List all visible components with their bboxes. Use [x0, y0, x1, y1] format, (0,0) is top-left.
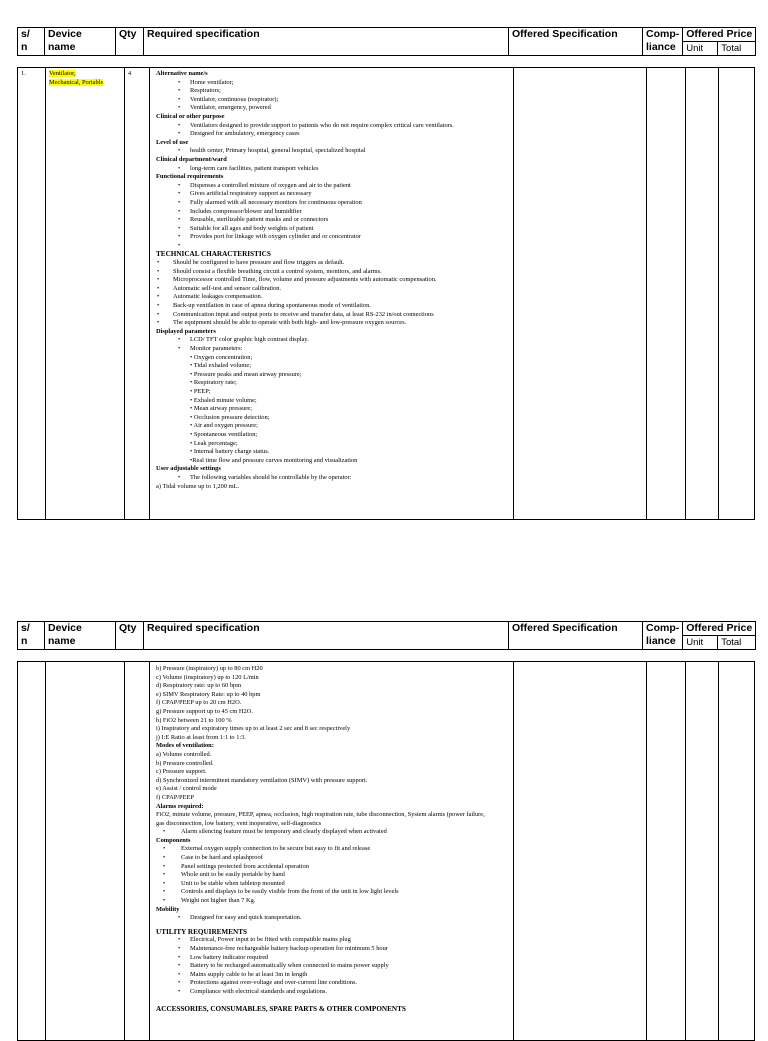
list-item: • Maintenance-free rechargeable battery backup operation for minimum 5 hour	[156, 945, 513, 954]
offered-price-header: Offered Price	[683, 622, 756, 636]
list-item: • Fully alarmed with all necessary monitors for continuous operation	[156, 199, 513, 208]
list-item: • Air and oxygen pressure;	[190, 422, 258, 430]
level-of-use-heading: Level of use	[156, 138, 189, 146]
list-item: a) Volume controlled.	[156, 750, 212, 758]
list-item: • Case to be hard and splashproof	[156, 854, 513, 863]
table-header-1	[17, 27, 756, 56]
list-item: • PEEP;	[190, 387, 211, 395]
qty-header: Qty	[116, 622, 144, 650]
list-item: • Whole unit to be easily portable by hand	[156, 871, 513, 880]
clinical-purpose-heading: Clinical or other purpose	[156, 112, 225, 120]
user-settings-heading: User adjustable settings	[156, 465, 221, 473]
functional-list	[156, 182, 513, 251]
list-item: • Communication input and output ports to receive and transfer data, at least RS-232 in/out connections	[156, 311, 513, 320]
list-item: • Ventilator, continuous (respirator);	[156, 96, 513, 105]
list-item: d) Synchronized intermittent mandatory ventilation (SIMV) with pressure support.	[156, 776, 368, 784]
list-item: • Protections against over-voltage and over-current line conditions.	[156, 979, 513, 988]
list-item: • Unit to be stable when tabletop mounted	[156, 880, 513, 889]
accessories-heading: ACCESSORIES, CONSUMABLES, SPARE PARTS & OTHER COMPONENTS	[156, 1004, 406, 1013]
list-item: • Compliance with electrical standards and regulations.	[156, 988, 513, 997]
unit-header: Unit	[683, 636, 718, 650]
list-item: • Battery to be recharged automatically when connected to mains power supply	[156, 962, 513, 971]
list-item: e) Assist / control mode	[156, 785, 217, 793]
list-item: • Internal battery charge status.	[190, 448, 270, 456]
total-header: Total	[718, 42, 756, 56]
list-item: j) I:E Ratio at least from 1:1 to 1:3.	[156, 733, 246, 741]
components-list	[156, 845, 513, 905]
list-item: • Alarm silencing feature must be temporary and clearly displayed when activated	[156, 828, 513, 837]
list-item: • Should be configured to have pressure and flow triggers as default.	[156, 259, 513, 268]
mobility-list	[156, 914, 513, 923]
list-item: • Gives artificial respiratory support as necessary	[156, 190, 513, 199]
compliance-l1: Comp-	[646, 622, 680, 634]
clinical-purpose-list	[156, 122, 513, 139]
unit-header: Unit	[683, 42, 718, 56]
tidal-volume-setting: a) Tidal volume up to 1,200 mL.	[156, 482, 240, 490]
utility-list	[156, 936, 513, 996]
list-item: • Mean airway pressure;	[190, 405, 253, 413]
compliance-header	[643, 28, 683, 56]
sn-cell	[18, 662, 46, 1041]
level-of-use-list	[156, 147, 513, 156]
list-item: • Spontaneous ventilation;	[190, 430, 258, 438]
offered-price-header: Offered Price	[683, 28, 756, 42]
list-item: • Monitor parameters:	[156, 345, 513, 354]
table-header-2	[17, 621, 756, 650]
displayed-params-heading: Displayed parameters	[156, 327, 216, 335]
device-header: Device name	[45, 622, 116, 650]
sn-cell: 1.	[18, 68, 46, 520]
list-item: h) FiO2 between 21 to 100 %	[156, 716, 232, 724]
monitor-params-list	[156, 354, 513, 466]
unit-price-cell[interactable]	[686, 68, 719, 520]
list-item: • Reusable, sterilizable patient masks and or connectors	[156, 216, 513, 225]
list-item: • LCD/ TFT color graphic high contrast display.	[156, 336, 513, 345]
sn-header-l1: s/	[21, 622, 30, 634]
list-item: • Leak percentage;	[190, 439, 238, 447]
list-item	[156, 242, 513, 251]
sn-header-l1: s/	[21, 28, 30, 40]
total-price-cell[interactable]	[719, 68, 755, 520]
settings-list	[156, 665, 513, 742]
functional-heading: Functional requirements	[156, 173, 224, 181]
list-item: • Suitable for all ages and body weights of patient	[156, 225, 513, 234]
user-settings-list	[156, 474, 513, 483]
device-name-line1: Ventilator,	[49, 70, 76, 77]
required-spec-cell	[150, 68, 514, 520]
sn-header-l2: n	[21, 41, 28, 53]
list-item: • Pressure peaks and mean airway pressure;	[190, 370, 302, 378]
device-cell	[46, 662, 125, 1041]
list-item: d) Respiratory rate: up to 60 bpm	[156, 682, 242, 690]
qty-cell	[125, 662, 150, 1041]
list-item: c) Volume (inspiratory) up to 120 L/min	[156, 673, 259, 681]
list-item: • Designed for ambulatory, emergency cases	[156, 130, 513, 139]
list-item: c) Pressure support.	[156, 768, 207, 776]
offered-spec-header: Offered Specification	[509, 28, 643, 56]
list-item: • The following variables should be controllable by the operator:	[156, 474, 513, 483]
utility-heading: UTILITY REQUIREMENTS	[156, 927, 247, 936]
sn-header-l2: n	[21, 635, 28, 647]
list-item: • Designed for easy and quick transportation.	[156, 914, 513, 923]
qty-cell: 4	[125, 68, 150, 520]
mobility-heading: Mobility	[156, 905, 180, 913]
compliance-l2: liance	[646, 41, 676, 53]
compliance-l1: Comp-	[646, 28, 680, 40]
list-item: • External oxygen supply connection to be secure but easy to fit and release	[156, 845, 513, 854]
list-item: • long-term care facilities, patient transport vehicles	[156, 165, 513, 174]
list-item: • Exhaled minute volume;	[190, 396, 257, 404]
spec-table-1	[17, 67, 755, 520]
list-item: •Real time flow and pressure curves monitoring and visualization	[190, 456, 358, 464]
compliance-cell[interactable]	[647, 662, 686, 1041]
technical-heading: TECHNICAL CHARACTERISTICS	[156, 250, 271, 259]
alt-names-list	[156, 79, 513, 113]
list-item: • Tidal exhaled volume;	[190, 362, 251, 370]
list-item: g) Pressure support up to 45 cm H2O.	[156, 707, 253, 715]
sn-header	[18, 622, 45, 650]
list-item: • Back-up ventilation in case of apnea during spontaneous mode of ventilation.	[156, 302, 513, 311]
list-item: • Home ventilator;	[156, 79, 513, 88]
sn-header	[18, 28, 45, 56]
required-spec-header: Required specification	[144, 622, 509, 650]
list-item: • Respirators;	[156, 87, 513, 96]
compliance-cell[interactable]	[647, 68, 686, 520]
offered-spec-cell[interactable]	[514, 68, 647, 520]
list-item: f) CPAP/PEEP	[156, 793, 194, 801]
device-header: Device name	[45, 28, 116, 56]
list-item: • Low battery indicator required	[156, 954, 513, 963]
list-item: • Dispenses a controlled mixture of oxygen and air to the patient	[156, 182, 513, 191]
offered-spec-cell[interactable]	[514, 662, 647, 1041]
list-item: • Oxygen concentration;	[190, 353, 253, 361]
modes-list	[156, 751, 513, 803]
technical-list	[156, 259, 513, 328]
displayed-params-list	[156, 336, 513, 353]
list-item: f) CPAP/PEEP up to 20 cm H2O.	[156, 699, 242, 707]
list-item: • Ventilator, emergency, powered	[156, 104, 513, 113]
list-item: • Includes compressor/blower and humidifier	[156, 208, 513, 217]
list-item: • Weight not higher than 7 Kg.	[156, 897, 513, 906]
spec-table-2	[17, 661, 755, 1041]
list-item: • Should consist a flexible breathing circuit a control system, monitors, and alarms.	[156, 268, 513, 277]
department-heading: Clinical department/ward	[156, 155, 227, 163]
list-item: • Automatic leakages compensation.	[156, 293, 513, 302]
required-spec-header: Required specification	[144, 28, 509, 56]
alt-names-heading: Alternative name/s	[156, 70, 208, 77]
list-item: • The equipment should be able to operate with both high- and low-pressure oxygen sources.	[156, 319, 513, 328]
list-item: • Controls and displays to be easily visible from the front of the unit in low light levels	[156, 888, 513, 897]
list-item: • Ventilators designed to provide support to patients who do not require complex critical care ventilators.	[156, 122, 513, 131]
list-item: • Microprocessor controlled Time, flow, volume and pressure adjustments with automatic compensation.	[156, 276, 513, 285]
department-list	[156, 165, 513, 174]
alarms-text: FiO2, minute volume, pressure, PEEP, apnea, occlusion, high respiration rate, tube disconnection, System alarms (power failure, gas disconnection, low battery, vent inoperative, self-diagnostics	[156, 811, 485, 827]
total-header: Total	[718, 636, 756, 650]
unit-price-cell[interactable]	[686, 662, 719, 1041]
list-item: • Automatic self-test and sensor calibration.	[156, 285, 513, 294]
modes-heading: Modes of ventilation:	[156, 742, 214, 750]
list-item: • Occlusion pressure detection;	[190, 413, 270, 421]
list-item: • Respiratory rate;	[190, 379, 237, 387]
offered-spec-header: Offered Specification	[509, 622, 643, 650]
compliance-header	[643, 622, 683, 650]
device-cell	[46, 68, 125, 520]
list-item: • Provides port for linkage with oxygen cylinder and or concentrator	[156, 233, 513, 242]
alarms-heading: Alarms required:	[156, 802, 204, 810]
list-item: e) SIMV Respiratory Rate: up to 40 bpm	[156, 690, 261, 698]
device-name-line2: Mechanical, Portable	[49, 78, 104, 86]
list-item: • Panel settings protected from accidental operation	[156, 863, 513, 872]
qty-header: Qty	[116, 28, 144, 56]
alarms-list	[156, 828, 513, 837]
list-item: • health center, Primary hospital, general hospital, specialized hospital	[156, 147, 513, 156]
total-price-cell[interactable]	[719, 662, 755, 1041]
components-heading: Components	[156, 836, 191, 844]
required-spec-cell	[150, 662, 514, 1041]
list-item: i) Inspiratory and expiratory times up to at least 2 sec and 8 sec respectively	[156, 725, 351, 733]
compliance-l2: liance	[646, 635, 676, 647]
list-item: b) Pressure (inspiratory) up to 80 cm H20	[156, 665, 263, 672]
list-item: • Electrical, Power input to be fitted with compatible mains plug	[156, 936, 513, 945]
list-item: • Mains supply cable to be at least 3m in length	[156, 971, 513, 980]
list-item: b) Pressure controlled.	[156, 759, 214, 767]
